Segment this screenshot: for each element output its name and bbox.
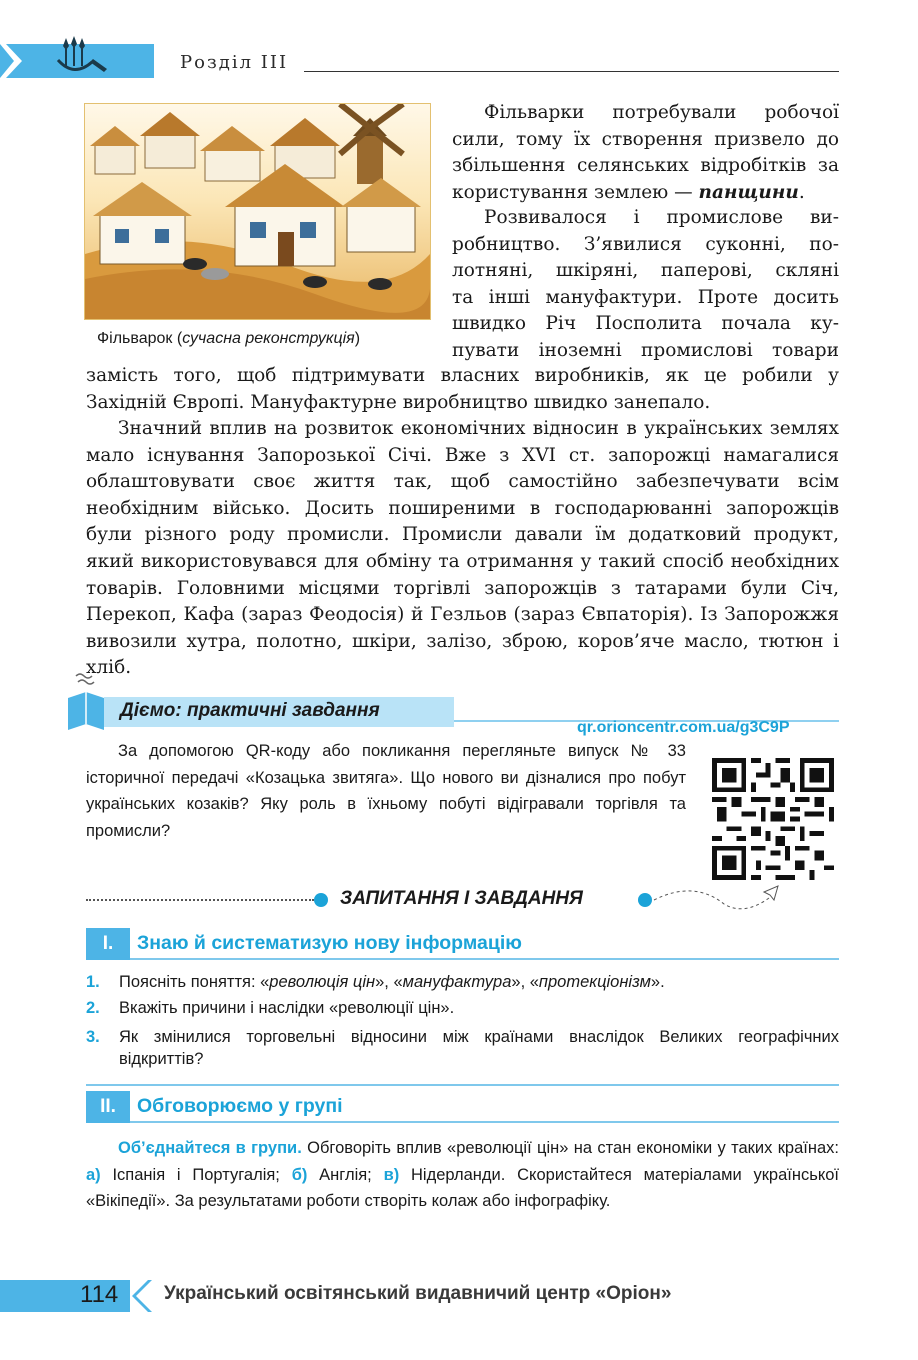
paragraph-1: Фільварки потребували робочої сили, тому їх створення призвело до збільшення селянських відробітків за користування землею — панщини. <box>452 102 839 203</box>
section-2-number: II. <box>86 1091 130 1123</box>
group-task: Об’єднайтеся в групи. Обговоріть вплив «революції цін» на стан економіки у таких країнах: а) Іспанія і Португалія; б) Англія; в) Нідерланди. Скористайтеся матеріалами української «Вікіпедії». За результатами роботи створіть колаж або інфографіку. <box>86 1139 839 1211</box>
section-divider <box>86 1084 839 1086</box>
practical-text: За допомогою QR-коду або покликання перегляньте випуск № 33 історичної передачі «Козацька звитяга». Що нового ви дізналися про побут українських козаків? Яку роль в їхньому побуті відігравали торгівля та промисли? <box>86 742 686 840</box>
section-1-number: I. <box>86 928 130 960</box>
section-1-line <box>130 958 839 960</box>
publisher-name: Український освітянський видавничий центр «Оріон» <box>164 1283 672 1304</box>
paragraph-2-tail: замість того, щоб підтримувати власних виробників, як це робили у Західній Європі. Мануфактурне виробництво швидко занепало. <box>86 365 839 413</box>
questions-dotted-line <box>86 899 314 901</box>
dot-left-icon <box>314 893 328 907</box>
question-1: 1. Поясніть поняття: «революція цін», «мануфактура», «протекціонізм». <box>86 973 665 991</box>
folwark-illustration <box>84 103 431 320</box>
header-chevron-icon <box>0 44 22 78</box>
page-number: 114 <box>80 1281 119 1308</box>
section-2-line <box>130 1121 839 1123</box>
qr-link[interactable]: qr.orioncentr.com.ua/g3C9P <box>577 719 790 736</box>
practical-title: Діємо: практичні завдання <box>120 700 380 721</box>
dot-right-icon <box>638 893 652 907</box>
paragraph-3: Значний вплив на розвиток економічних відносин в українських землях мало існування Запорозької Січі. Вже з XVI ст. запорожці намагалися облаштовувати своє життя так, щоб самостійно забезпечувати всім необхідним військо. Досить поширеними в господарюванні запорожців були різного роду промисли. Промисли давали їм додатковий продукт, який використовувався для обміну та отримання у такий спосіб необхідних товарів. Головними місцями торгівлі запорожців з татарами були Січ, Перекоп, Кафа (зараз Феодосія) й Гезльов (зараз Євпаторія). Із Запорожжя вивозили хутра, полотно, шкіри, залізо, зброю, коров’яче масло, тютюн і хліб. <box>86 418 839 679</box>
paragraph-2-top: Розвивалося і промислове ви- робництво. З’явилися суконні, по- лотняні, шкіряні, паперові, скляні та інші мануфактури. Проте досить швидко Річ Посполита почала ку- пувати іноземні промислові товари <box>452 207 839 361</box>
section-2-title: Обговорюємо у групі <box>137 1095 343 1117</box>
questions-title: ЗАПИТАННЯ І ЗАВДАННЯ <box>340 888 583 909</box>
figure-caption: Фільварок (сучасна реконструкція) <box>97 330 361 347</box>
footer-chevron-icon <box>130 1280 152 1312</box>
header-rule <box>304 71 839 72</box>
cossack-emblem-icon <box>52 34 112 78</box>
open-book-icon <box>66 672 106 732</box>
question-3: 3. Як змінилися торговельні відносини між країнами внаслідок Великих географічних відкриттів? <box>86 1028 839 1068</box>
question-2: 2. Вкажіть причини і наслідки «революції цін». <box>86 999 455 1017</box>
qr-code-icon[interactable] <box>712 758 834 880</box>
section-1-title: Знаю й систематизую нову інформацію <box>137 932 522 954</box>
section-title: Розділ III <box>180 52 289 73</box>
paper-plane-icon <box>652 880 782 910</box>
